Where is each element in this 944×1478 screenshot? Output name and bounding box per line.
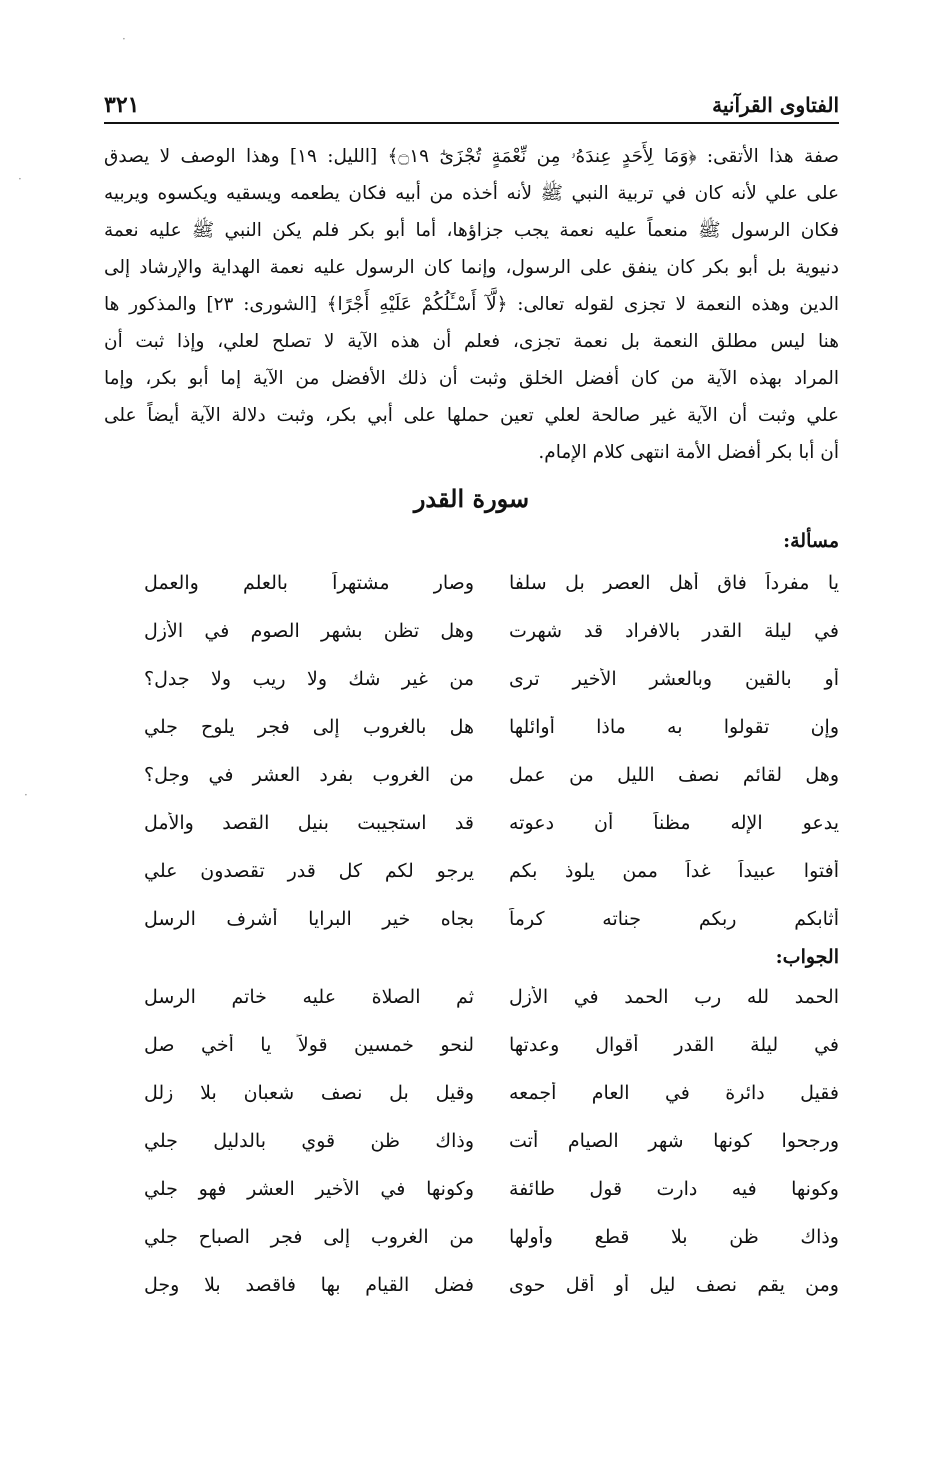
- verse-second-hemistich: من غير شك ولا ريب ولا جدل؟: [144, 668, 474, 690]
- verse-first-hemistich: يدعو الإله مظناً أن دعوته: [509, 812, 839, 834]
- prose-line: صفة هذا الأتقى: ﴿وَمَا لِأَحَدٍ عِندَهُۥ مِن نِّعْمَةٍ تُجْزَىٰٓ ۝١٩﴾ [الليل: ١٩] وهذا الوصف لا يصدق: [104, 146, 839, 167]
- poem-verse: [104, 986, 839, 1026]
- poem-verse: [104, 1226, 839, 1266]
- verse-first-hemistich: يا مفرداً فاق أهل العصر بل سلفا: [509, 572, 839, 594]
- poem-verse: [104, 812, 839, 852]
- surah-title: سورة القدر: [413, 484, 530, 513]
- poem-verse: [104, 1178, 839, 1218]
- verse-second-hemistich: من الغروب إلى فجر الصباح جلي: [144, 1226, 474, 1248]
- page-header: [104, 86, 839, 124]
- poem-verse: [104, 668, 839, 708]
- verse-first-hemistich: ومن يقم نصف ليل أو أقل حوى: [509, 1274, 839, 1296]
- scan-speck: ·: [24, 788, 28, 802]
- verse-second-hemistich: ثم الصلاة عليه خاتم الرسل: [144, 986, 474, 1008]
- verse-first-hemistich: فقيل دائرة في العام أجمعه: [509, 1082, 839, 1104]
- poem-verse: [104, 908, 839, 948]
- verse-first-hemistich: وهل لقائم نصف الليل من عمل: [509, 764, 839, 786]
- prose-line: هنا ليس مطلق النعمة بل نعمة تجزى، فعلم أن هذه الآية لا تصلح لعلي، وإذا ثبت أن: [104, 331, 839, 352]
- verse-first-hemistich: في ليلة القدر أقوال وعدتها: [509, 1034, 839, 1056]
- prose-line: دنيوية بل أبو بكر كان ينفق على الرسول، وإنما كان الرسول عليه نعمة الهداية والإرشاد إلى: [104, 257, 839, 278]
- prose-line: الدين وهذه النعمة لا تجزى لقوله تعالى: ﴿لَّآ أَسْـَٔلُكُمْ عَلَيْهِ أَجْرًا﴾ [الشورى: ٢٣] والمذكور ها: [104, 294, 839, 315]
- verse-second-hemistich: وكونها في الأخير العشر فهو جلي: [144, 1178, 474, 1200]
- poem-verse: [104, 716, 839, 756]
- verse-second-hemistich: قد استجيبت بنيل القصد والأمل: [144, 812, 474, 834]
- poem-verse: [104, 1034, 839, 1074]
- verse-first-hemistich: أثابكم ربكم جناته كرماً: [509, 908, 839, 930]
- prose-line: علي وثبت أن الآية غير صالحة لعلي تعين حملها على أبي بكر، وثبت دلالة الآية أيضاً على: [104, 405, 839, 426]
- poem-verse: [104, 1082, 839, 1122]
- poem-verse: [104, 764, 839, 804]
- verse-first-hemistich: ورجحوا كونها شهر الصيام أتت: [509, 1130, 839, 1152]
- verse-first-hemistich: وذاك ظن بلا قطع وأولها: [509, 1226, 839, 1248]
- verse-second-hemistich: وقيل بل نصف شعبان بلا زلل: [144, 1082, 474, 1104]
- verse-second-hemistich: فضل القيام بها فاقصد بلا وجل: [144, 1274, 474, 1296]
- verse-first-hemistich: أفتوا عبيداً غداً ممن يلوذ بكم: [509, 860, 839, 882]
- poem-verse: [104, 1130, 839, 1170]
- verse-second-hemistich: وذاك ظن قوي بالدليل جلي: [144, 1130, 474, 1152]
- answer-label: الجواب:: [775, 946, 839, 968]
- verse-first-hemistich: وكونها فيه دارت قول طائفة: [509, 1178, 839, 1200]
- prose-line: أن أبا بكر أفضل الأمة انتهى كلام الإمام.: [538, 442, 839, 463]
- poem-verse: [104, 860, 839, 900]
- scan-speck: ·: [122, 32, 126, 46]
- poem-verse: [104, 620, 839, 660]
- prose-line: فكان الرسول ﷺ منعماً عليه نعمة يجب جزاؤها، أما أبو بكر فلم يكن النبي ﷺ عليه نعمة: [104, 220, 839, 241]
- verse-second-hemistich: بجاه خير البرايا أشرف الرسل: [144, 908, 474, 930]
- scan-speck: ·: [18, 172, 22, 186]
- verse-first-hemistich: في ليلة القدر بالافراد قد شهرت: [509, 620, 839, 642]
- prose-paragraph: [104, 138, 839, 471]
- poem-verse: [104, 1274, 839, 1314]
- verse-second-hemistich: هل بالغروب إلى فجر يلوح جلي: [144, 716, 474, 738]
- verse-second-hemistich: من الغروب بفرد العشر في وجل؟: [144, 764, 474, 786]
- verse-second-hemistich: لنحو خمسين قولاً يا أخي صل: [144, 1034, 474, 1056]
- verse-second-hemistich: وصار مشتهراً بالعلم والعمل: [144, 572, 474, 594]
- prose-line: المراد بهذه الآية من كان أفضل الخلق وثبت أن ذلك الأفضل من الآية إما أبو بكر، وإما: [104, 368, 839, 389]
- page-number: ٣٢١: [104, 92, 140, 118]
- verse-second-hemistich: وهل تظن بشهر الصوم في الأزل: [144, 620, 474, 642]
- verse-second-hemistich: يرجو لكم كل قدر تقصدون علي: [144, 860, 474, 882]
- verse-first-hemistich: وإن تقولوا به ماذا أوائلها: [509, 716, 839, 738]
- running-title: الفتاوى القرآنية: [712, 93, 839, 117]
- question-label: مسألة:: [783, 530, 839, 552]
- poem-verse: [104, 572, 839, 612]
- verse-first-hemistich: أو بالقين وبالعشر الأخير ترى: [509, 668, 839, 690]
- verse-first-hemistich: الحمد لله رب الحمد في الأزل: [509, 986, 839, 1008]
- prose-line: على علي لأنه كان في تربية النبي ﷺ لأنه أخذه من أبيه فكان يطعمه ويسقيه ويكسوه ويربيه: [104, 183, 839, 204]
